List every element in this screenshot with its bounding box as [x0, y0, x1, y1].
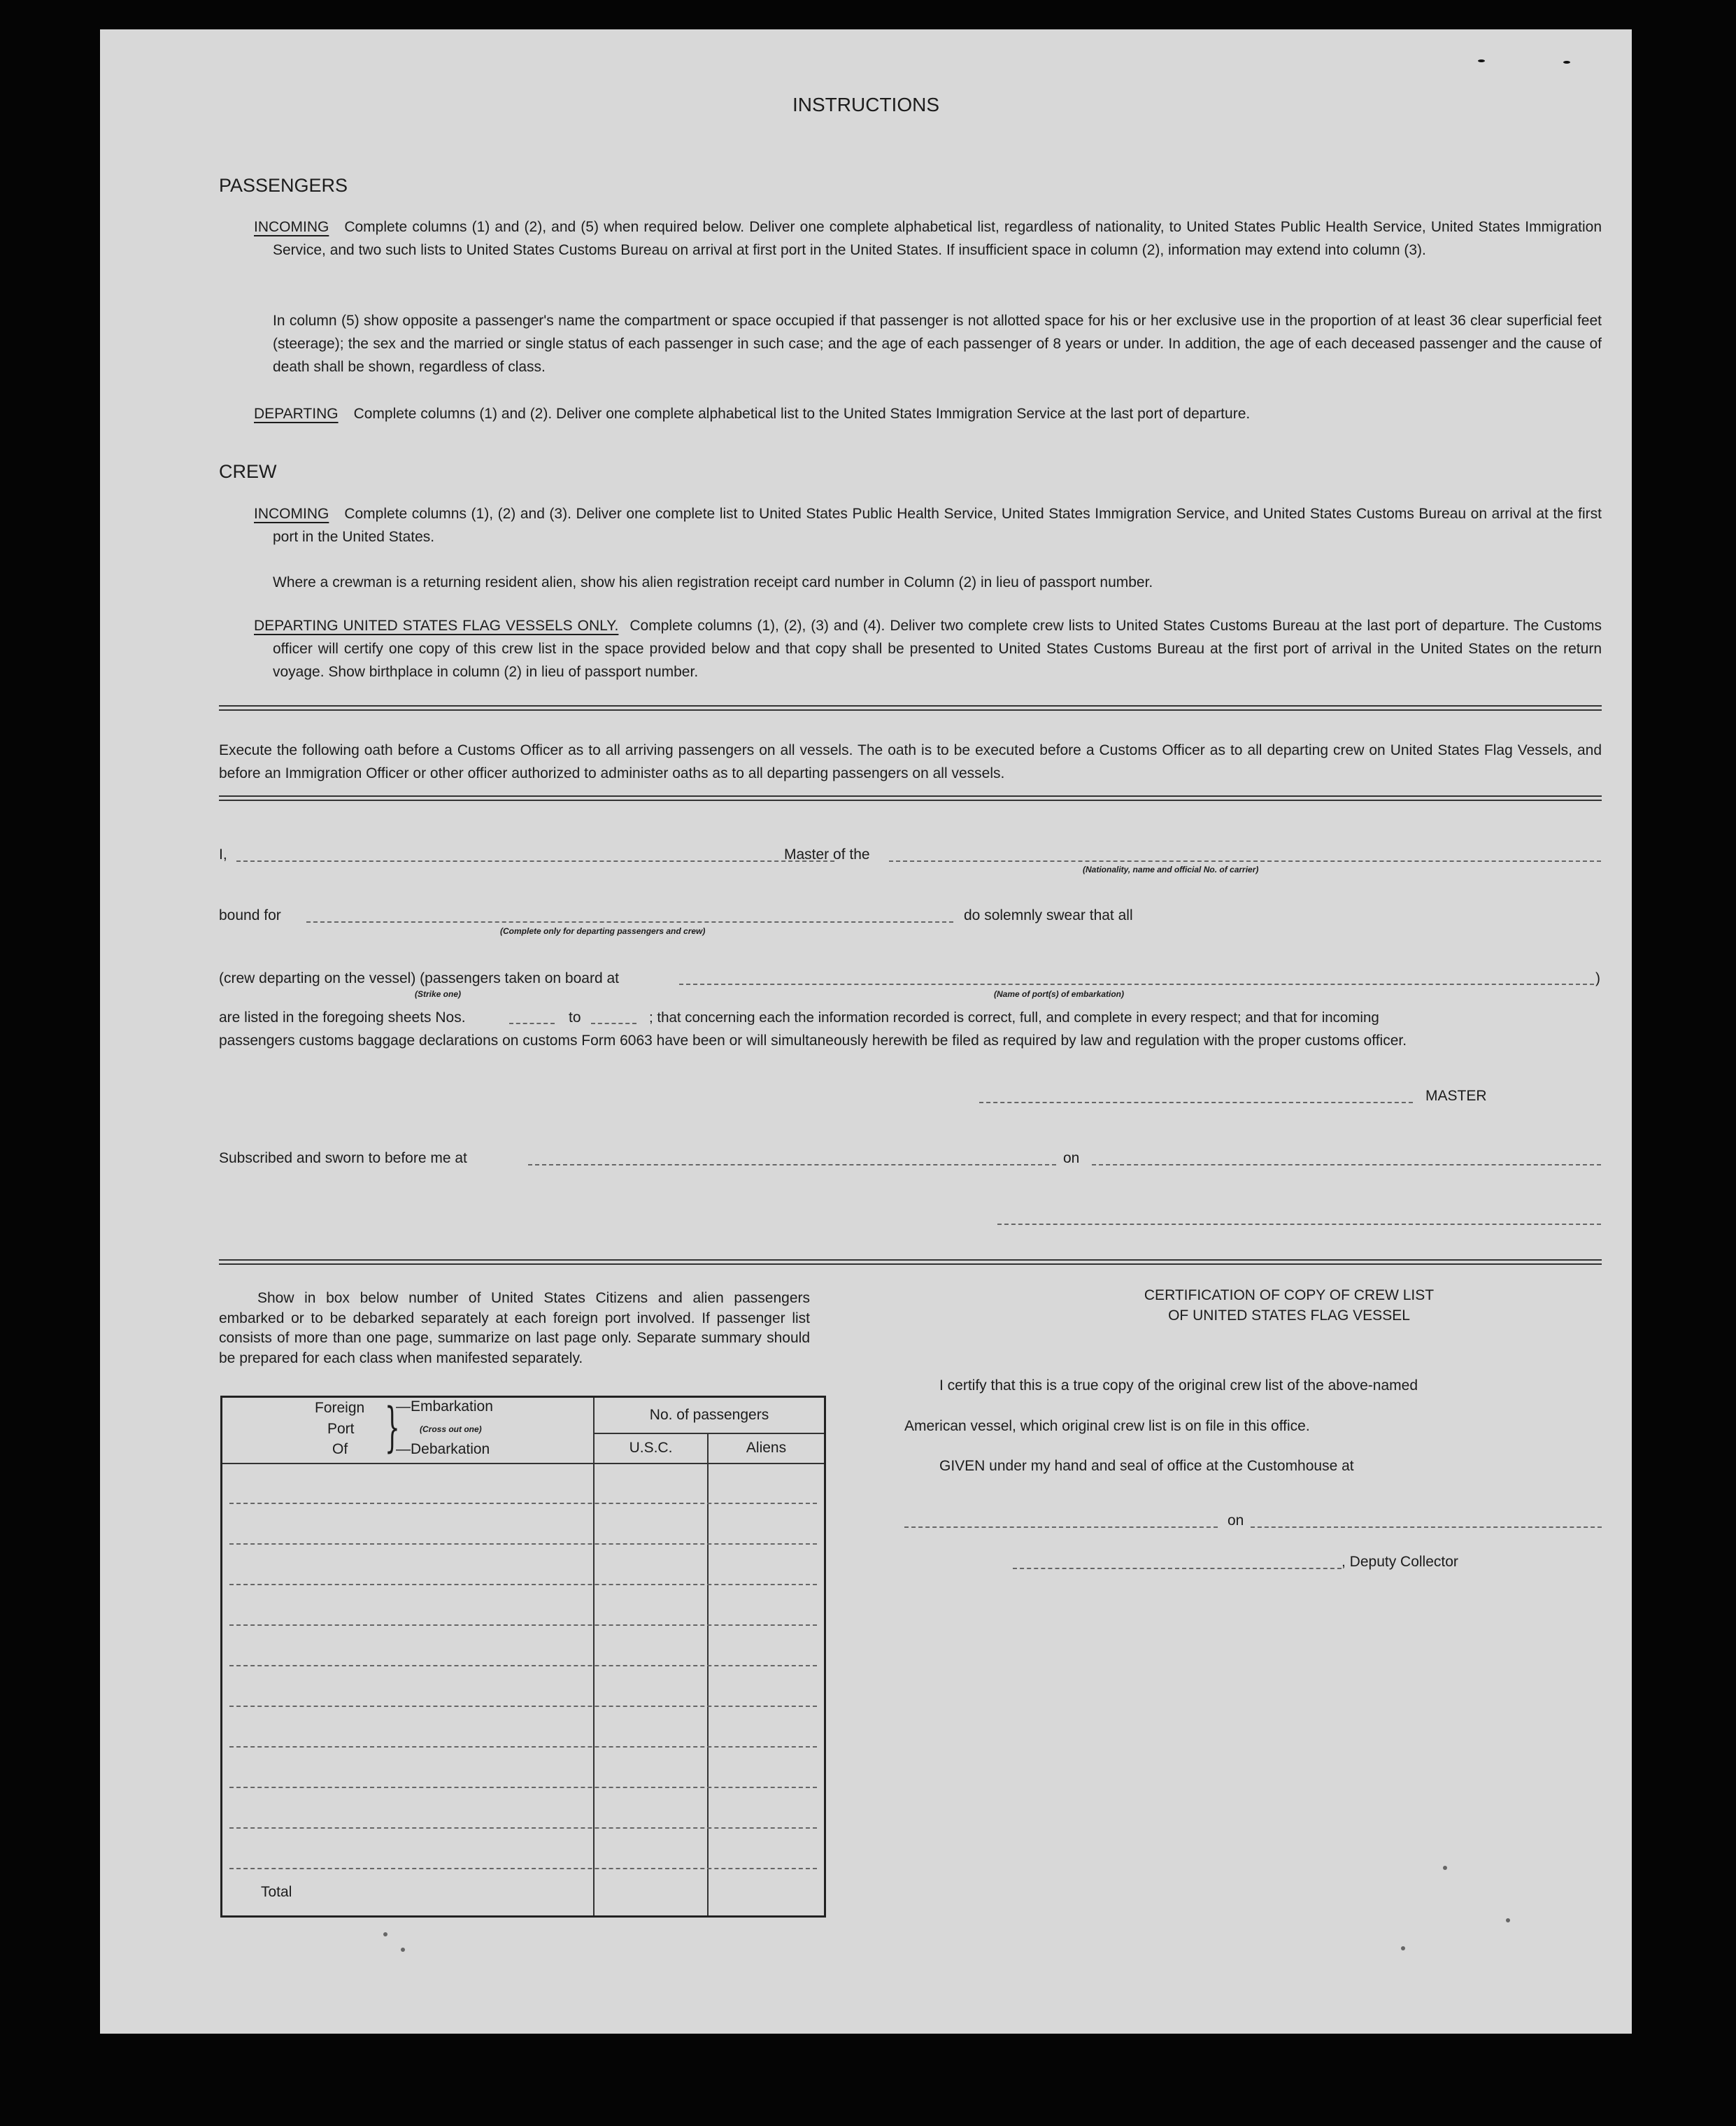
page-title: INSTRUCTIONS [792, 94, 939, 115]
debarkation-label: —Debarkation [396, 1441, 490, 1457]
master-signature-field[interactable] [979, 1102, 1413, 1103]
oath-listed-to: to [569, 1009, 581, 1026]
scan-speck [401, 1948, 405, 1952]
table-row[interactable] [229, 1584, 817, 1585]
oath-master-of-label: Master of the [784, 846, 870, 863]
bound-for-note: (Complete only for departing passengers and crew) [500, 926, 706, 936]
certification-line1: I certify that this is a true copy of the original crew list of the above-named [939, 1377, 1418, 1394]
crew-incoming-paragraph [254, 502, 1602, 548]
passenger-summary-table [220, 1396, 826, 1918]
table-row[interactable] [229, 1827, 817, 1829]
oath-crew-passengers-text: (crew departing on the vessel) (passengers taken on board at [219, 970, 619, 986]
crew-departing-label: DEPARTING UNITED STATES FLAG VESSELS ONLY. [254, 618, 619, 634]
deputy-collector-label: , Deputy Collector [1342, 1554, 1458, 1570]
strike-one-note: (Strike one) [415, 989, 462, 999]
document-page [100, 29, 1632, 2034]
total-label: Total [261, 1884, 292, 1900]
certification-title-line1: CERTIFICATION OF COPY OF CREW LIST [1144, 1287, 1435, 1303]
table-row[interactable] [229, 1868, 817, 1869]
no-passengers-header: No. of passengers [649, 1407, 769, 1423]
port-label: Port [327, 1421, 355, 1437]
table-row[interactable] [229, 1503, 817, 1504]
scan-speck [1506, 1918, 1510, 1922]
passengers-column5-paragraph: In column (5) show opposite a passenger's name the compartment or space occupied if that passenger is not allotted space for his or her exclusive use in the proportion of at least 36 clear superficial feet (steerage); the sex and the married or single status of each passenger in such case; and the age of each passenger of 8 years or under. In addition, the age of each deceased passenger and the cause of death shall be shown, regardless of class. [273, 313, 1602, 375]
table-row[interactable] [229, 1624, 817, 1626]
certification-given: GIVEN under my hand and seal of office at the Customhouse at [939, 1458, 1354, 1474]
officer-signature-field[interactable] [997, 1224, 1601, 1225]
crew-resident-text: Where a crewman is a returning resident alien, show his alien registration receipt card number in Column (2) in lieu of passport number. [273, 574, 1153, 590]
oath-listed-line1: ; that concerning each the information recorded is correct, full, and complete in every respect; and that for incoming [649, 1009, 1379, 1026]
bound-for-field[interactable] [306, 921, 953, 923]
oath-listed-rest: passengers customs baggage declarations on customs Form 6063 have been or will simultaneously herewith be filed as required by law and regulation with the proper customs officer. [219, 1033, 1407, 1049]
passengers-departing-label: DEPARTING [254, 406, 339, 422]
oath-i-label: I, [219, 846, 227, 863]
ports-note: (Name of port(s) of embarkation) [994, 989, 1125, 999]
scan-speck [1563, 61, 1570, 64]
subscribed-label: Subscribed and sworn to before me at [219, 1150, 467, 1166]
crew-departing-paragraph [254, 614, 1602, 683]
sheet-from-field[interactable] [509, 1023, 555, 1024]
table-row[interactable] [229, 1746, 817, 1748]
passengers-heading: PASSENGERS [219, 175, 348, 196]
sworn-place-field[interactable] [528, 1164, 1056, 1165]
brace-icon: } [385, 1396, 400, 1458]
table-row[interactable] [229, 1665, 817, 1666]
crew-departing-text: Complete columns (1), (2), (3) and (4). Deliver two complete crew lists to United States Customs Bureau at the last port of departure. The Customs officer will certify one copy of this crew list in the space provided below and that copy shall be presented to United States Customs Bureau at the first port of arrival in the United States on the return voyage. Show birthplace in column (2) in lieu of passport number. [273, 618, 1602, 680]
crew-incoming-text: Complete columns (1), (2) and (3). Deliver one complete list to United States Public Health Service, United States Immigration Service, and United States Customs Bureau on arrival at the first port in the United States. [273, 506, 1602, 545]
customhouse-field[interactable] [904, 1526, 1218, 1528]
divider-rule [219, 1259, 1602, 1265]
aliens-header: Aliens [746, 1440, 787, 1456]
certification-line2: American vessel, which original crew list is on file in this office. [904, 1418, 1310, 1434]
table-divider [222, 1463, 824, 1464]
embarkation-label: —Embarkation [396, 1398, 493, 1415]
passengers-incoming-paragraph [254, 215, 1602, 262]
oath-intro-paragraph: Execute the following oath before a Customs Officer as to all arriving passengers on all vessels. The oath is to be executed before a Customs Officer as to all departing crew on United States Flag Vessels, and before an Immigration Officer or other officer authorized to administer oaths as to all departing passengers on all vessels. [219, 742, 1602, 781]
crew-incoming-label: INCOMING [254, 506, 329, 522]
deputy-signature-field[interactable] [1013, 1568, 1342, 1569]
master-label: MASTER [1425, 1088, 1487, 1104]
table-divider [707, 1433, 709, 1915]
oath-swear-text: do solemnly swear that all [964, 907, 1133, 923]
table-divider [595, 1433, 824, 1434]
scan-speck [1401, 1946, 1405, 1950]
certification-title-line2: OF UNITED STATES FLAG VESSEL [1168, 1308, 1410, 1324]
oath-close-paren: ) [1595, 970, 1600, 986]
passengers-incoming-label: INCOMING [254, 219, 329, 235]
divider-rule [219, 795, 1602, 801]
scan-speck [1478, 59, 1485, 62]
embarkation-ports-field[interactable] [679, 984, 1594, 985]
passengers-departing-line [254, 402, 1250, 425]
sheet-to-field[interactable] [591, 1023, 636, 1024]
scan-speck [1443, 1866, 1447, 1870]
table-row[interactable] [229, 1543, 817, 1545]
foreign-label: Foreign [315, 1400, 365, 1416]
cross-out-note: (Cross out one) [420, 1424, 482, 1434]
carrier-note: (Nationality, name and official No. of carrier) [1083, 865, 1259, 874]
certification-date-field[interactable] [1251, 1526, 1602, 1528]
table-divider [593, 1398, 595, 1915]
of-label: Of [332, 1441, 348, 1457]
passengers-incoming-text: Complete columns (1) and (2), and (5) when required below. Deliver one complete alphabetical list, regardless of nationality, to United States Public Health Service, United States Immigration Service, and two such lists to United States Customs Bureau on arrival at first port in the United States. If insufficient space in column (2), information may extend into column (3). [273, 219, 1602, 258]
oath-listed-prefix: are listed in the foregoing sheets Nos. [219, 1009, 466, 1026]
crew-heading: CREW [219, 461, 277, 482]
sworn-date-field[interactable] [1092, 1164, 1601, 1165]
scan-speck [383, 1932, 387, 1936]
table-row[interactable] [229, 1706, 817, 1707]
table-row[interactable] [229, 1787, 817, 1788]
oath-bound-for-label: bound for [219, 907, 281, 923]
usc-header: U.S.C. [629, 1440, 673, 1456]
certification-on-label: on [1228, 1512, 1244, 1529]
divider-rule [219, 705, 1602, 711]
master-name-field[interactable] [236, 860, 834, 862]
sworn-on-label: on [1063, 1150, 1080, 1166]
carrier-field[interactable] [889, 860, 1601, 862]
passengers-departing-text: Complete columns (1) and (2). Deliver one complete alphabetical list to the United States Immigration Service at the last port of departure. [353, 406, 1251, 422]
summary-instructions: Show in box below number of United States Citizens and alien passengers embarked or to be debarked separately at each foreign port involved. If passenger list consists of more than one page, summarize on last page only. Separate summary should be prepared for each class when manifested separately. [219, 1290, 810, 1366]
